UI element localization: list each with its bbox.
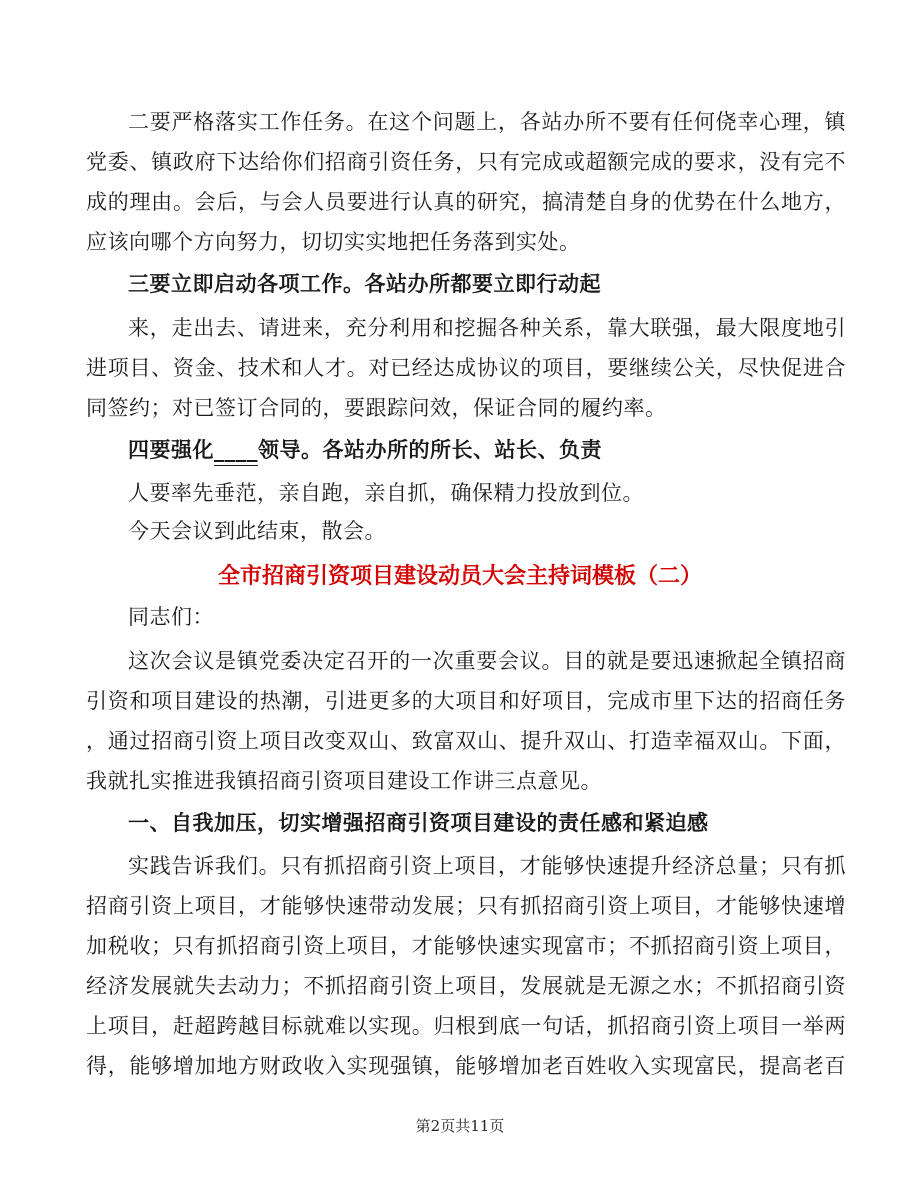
paragraph-line: 经济发展就失去动力；不抓招商引资上项目，发展就是无源之水；不抓招商引资 — [86, 974, 846, 998]
paragraph-line: 招商引资上项目，才能够快速带动发展；只有抓招商引资上项目，才能够快速增 — [86, 894, 846, 918]
closing-line: 今天会议到此结束，散会。 — [128, 519, 386, 543]
page-number: 第2页共11页 — [415, 1117, 505, 1135]
paragraph-line: 我就扎实推进我镇招商引资项目建设工作讲三点意见。 — [86, 769, 602, 793]
paragraph-line: 上项目，赶超跨越目标就难以实现。归根到底一句话，抓招商引资上项目一举两 — [86, 1014, 846, 1038]
heading-text: 四要强化 — [128, 437, 214, 462]
paragraph-line: 应该向哪个方向努力，切切实实地把任务落到实处。 — [86, 230, 581, 254]
document-title: 全市招商引资项目建设动员大会主持词模板（二） — [217, 563, 702, 589]
paragraph-line: 二要严格落实工作任务。在这个问题上，各站办所不要有任何侥幸心理，镇 — [128, 110, 846, 134]
paragraph-line: 成的理由。会后，与会人员要进行认真的研究，搞清楚自身的优势在什么地方， — [86, 190, 846, 214]
paragraph-line: 党委、镇政府下达给你们招商引资任务，只有完成或超额完成的要求，没有完不 — [86, 150, 846, 174]
greeting: 同志们： — [128, 605, 214, 629]
paragraph-line: 来，走出去、请进来，充分利用和挖掘各种关系，靠大联强，最大限度地引 — [128, 316, 846, 340]
paragraph-line: 实践告诉我们。只有抓招商引资上项目，才能够快速提升经济总量；只有抓 — [128, 854, 846, 878]
paragraph-line: 同签约；对已签订合同的，要跟踪问效，保证合同的履约率。 — [86, 396, 667, 420]
paragraph-line: ，通过招商引资上项目改变双山、致富双山、提升双山、打造幸福双山。下面， — [86, 729, 846, 753]
heading-text: 领导。各站办所的所长、站长、负责 — [258, 437, 602, 462]
paragraph-line: 这次会议是镇党委决定召开的一次重要会议。目的就是要迅速掀起全镇招商 — [128, 649, 846, 673]
paragraph-line: 人要率先垂范，亲自跑，亲自抓，确保精力投放到位。 — [128, 481, 644, 505]
fill-in-blank: ____ — [214, 435, 258, 466]
section-heading: 三要立即启动各项工作。各站办所都要立即行动起 — [128, 271, 601, 296]
section-heading: 一、自我加压，切实增强招商引资项目建设的责任感和紧迫感 — [128, 810, 709, 835]
paragraph-line: 得，能够增加地方财政收入实现强镇，能够增加老百姓收入实现富民，提高老百 — [86, 1054, 846, 1078]
paragraph-line: 进项目、资金、技术和人才。对已经达成协议的项目，要继续公关，尽快促进合 — [86, 356, 846, 380]
paragraph-line: 加税收；只有抓招商引资上项目，才能够快速实现富市；不抓招商引资上项目， — [86, 934, 846, 958]
paragraph-line: 引资和项目建设的热潮，引进更多的大项目和好项目，完成市里下达的招商任务 — [86, 689, 846, 713]
section-heading — [128, 435, 846, 466]
